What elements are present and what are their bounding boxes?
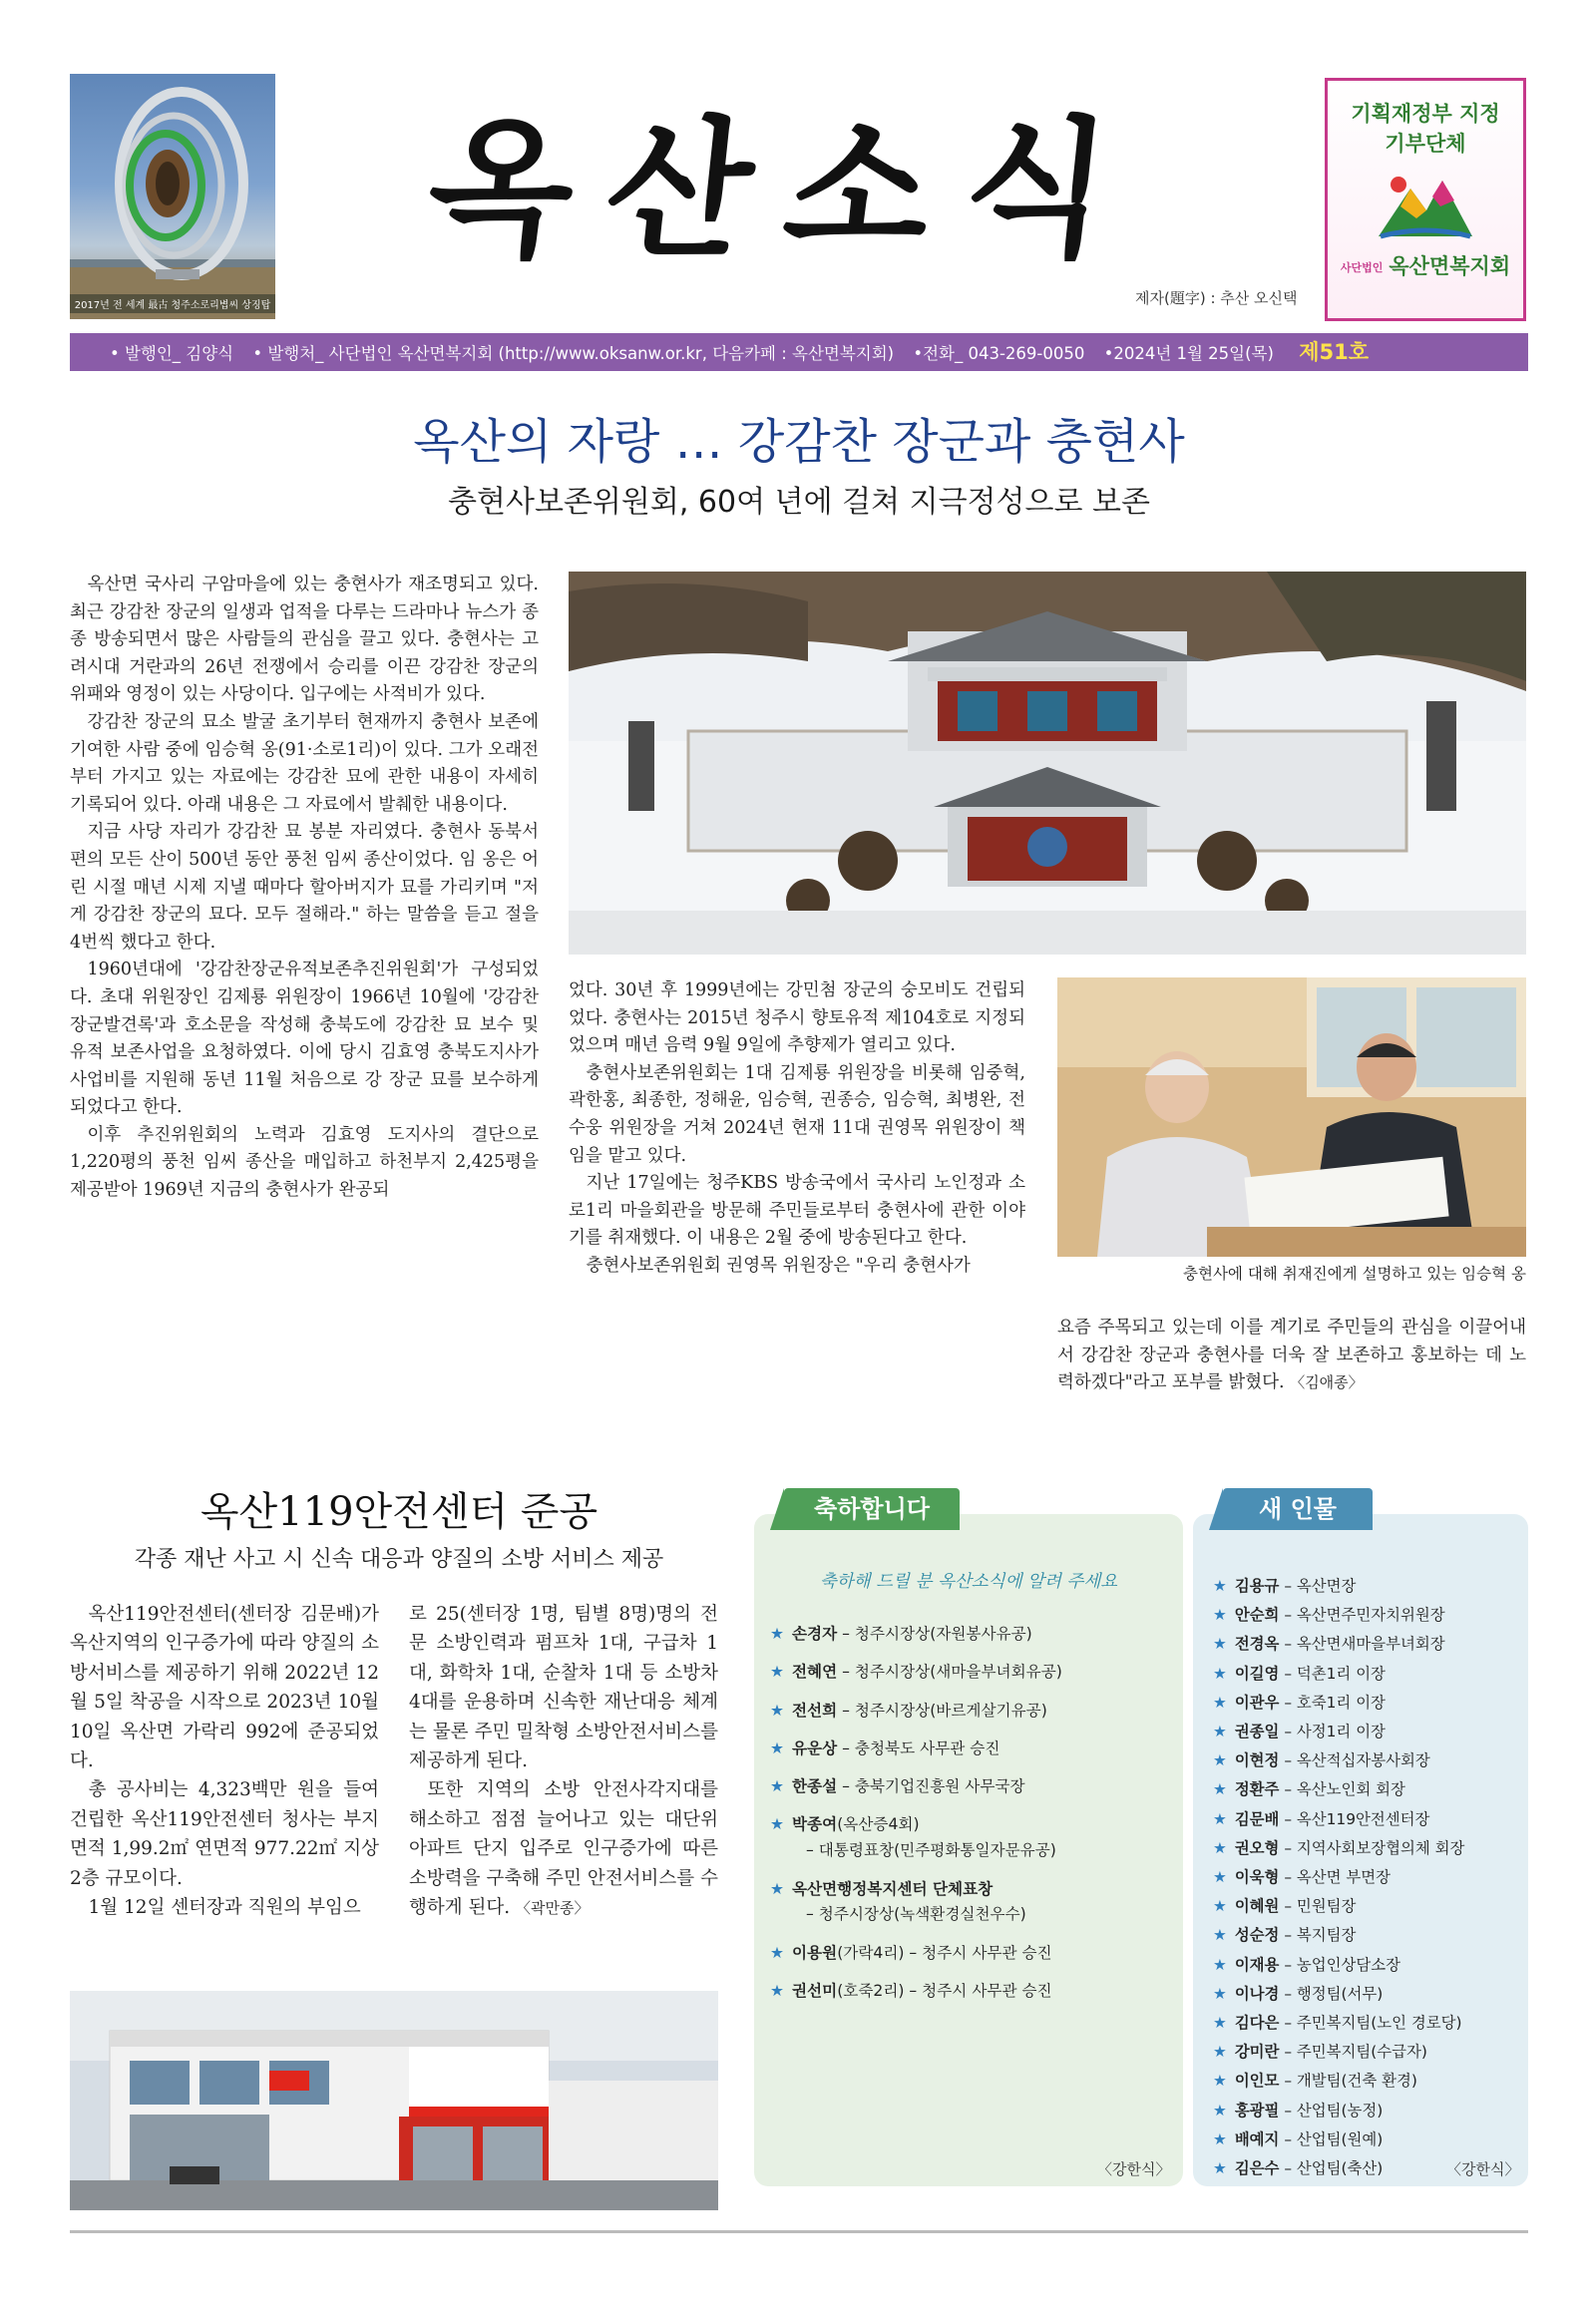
list-item: ★ 김은수 – 산업팀(축산): [1213, 2159, 1384, 2178]
newspaper-title: 옥산소식: [419, 102, 1152, 277]
badge-line2: 기부단체: [1385, 132, 1466, 156]
list-subitem: – 대통령표창(민주평화통일자문유공): [806, 1841, 1056, 1860]
article1-paragraph: 강감찬 장군의 묘소 발굴 초기부터 현재까지 충현사 보존에 기여한 사람 중에 임승혁 옹(91·소로1리)이 있다. 그가 오래전부터 가지고 있는 자료에는 강감찬 묘에 관한 내용이 자세히 기록되어 있다. 아래 내용은 그 자료에서 발췌한 내용이다.: [70, 711, 539, 815]
list-item: ★ 이관우 – 호죽1리 이장: [1213, 1693, 1386, 1712]
star-icon: ★: [1213, 1693, 1227, 1712]
monument-photo: [70, 74, 275, 319]
list-subitem: – 청주시장상(녹색환경실천우수): [806, 1905, 1026, 1924]
list-item: ★ 옥산면행정복지센터 단체표창: [770, 1879, 994, 1898]
article2-paragraph: 총 공사비는 4,323백만 원을 들여 건립한 옥산119안전센터 청사는 부지면적 1,99.2㎡ 연면적 977.22㎡ 지상2층 규모이다.: [70, 1779, 379, 1889]
star-icon: ★: [770, 1663, 784, 1682]
publish-date: •2024년 1월 25일(목): [1103, 344, 1274, 363]
article1-column1: [70, 572, 539, 1205]
publisher: • 발행인_ 김양식: [110, 344, 234, 363]
star-icon: ★: [770, 1879, 784, 1898]
star-icon: ★: [770, 1701, 784, 1720]
article2-byline: 〈곽만종〉: [516, 1899, 590, 1918]
article1-paragraph: 지난 17일에는 청주KBS 방송국에서 국사리 노인정과 소로1리 마을회관을 방문해 주민들로부터 충현사에 관한 이야기를 취재했다. 이 내용은 2월 중에 방송된다고 한다.: [569, 1173, 1025, 1249]
star-icon: ★: [770, 1738, 784, 1757]
interview-photo: [1057, 977, 1526, 1257]
new-people-byline: 〈강한식〉: [1446, 2160, 1520, 2178]
star-icon: ★: [1213, 1577, 1227, 1595]
star-icon: ★: [1213, 1984, 1227, 2003]
monument-photo-caption: 2017년 전 세계 最古 청주소로리볍씨 상징탑: [70, 294, 275, 313]
list-item: ★ 이나경 – 행정팀(서무): [1213, 1984, 1384, 2003]
star-icon: ★: [1213, 1780, 1227, 1799]
star-icon: ★: [1213, 2014, 1227, 2033]
article1-column2: [569, 977, 1025, 1281]
list-item: ★ 홍광필 – 산업팀(농정): [1213, 2101, 1384, 2120]
article2-headline: 옥산119안전센터 준공: [200, 1489, 598, 1535]
new-people-tab: 새 인물: [1223, 1488, 1373, 1530]
title-calligraphy-credit: 제자(題字) : 추산 오신택: [1135, 289, 1298, 307]
list-item: ★ 김다은 – 주민복지팀(노인 경로당): [1213, 2014, 1462, 2033]
list-item: ★ 정환주 – 옥산노인회 회장: [1213, 1780, 1405, 1799]
masthead: [70, 74, 1528, 321]
star-icon: ★: [1213, 1751, 1227, 1770]
list-item: ★ 이길영 – 덕촌1리 이장: [1213, 1664, 1386, 1683]
list-item: ★ 이인모 – 개발팀(건축 환경): [1213, 2072, 1417, 2091]
star-icon: ★: [1213, 1838, 1227, 1857]
article1-column3: [1057, 1315, 1526, 1397]
congrats-note: 축하해 드릴 분 옥산소식에 알려 주세요: [819, 1572, 1118, 1592]
star-icon: ★: [770, 1777, 784, 1796]
list-item: ★ 전선희 – 청주시장상(바르게살기유공): [770, 1701, 1047, 1720]
article1-paragraph: 지금 사당 자리가 강감찬 묘 봉분 자리였다. 충현사 동북서편의 모든 산이 500년 동안 풍천 임씨 종산이었다. 임 옹은 어린 시절 매년 시제 지낼 때마다 할아버지가 묘를 가리키며 "저게 강감찬 장군의 묘다. 모두 절해라." 하는 말씀을 듣고 절을 4번씩 했다고 한다.: [70, 822, 539, 953]
list-item: ★ 유운상 – 충청북도 사무관 승진: [770, 1738, 1000, 1757]
star-icon: ★: [1213, 1897, 1227, 1916]
list-item: ★ 이현정 – 옥산적십자봉사회장: [1213, 1751, 1430, 1770]
list-item: ★ 강미란 – 주민복지팀(수급자): [1213, 2043, 1427, 2062]
publishing-office: • 발행처_ 사단법인 옥산면복지회 (http://www.oksanw.or.kr, 다음카페 : 옥산면복지회): [252, 344, 895, 363]
star-icon: ★: [770, 1815, 784, 1834]
star-icon: ★: [1213, 1635, 1227, 1654]
badge-line1: 기획재정부 지정: [1351, 102, 1500, 126]
star-icon: ★: [1213, 2129, 1227, 2148]
article1-paragraph: 1960년대에 '강감찬장군유적보존추진위원회'가 구성되었다. 초대 위원장인 김제룡 위원장이 1966년 10월에 '강감찬장군발견록'과 호소문을 작성해 충북도에 강감찬 묘 보수 및 유적 보존사업을 요청하였다. 이에 당시 김효영 충북도지사가 사업비를 지원해 동년 11월 처음으로 강 장군 묘를 보수하게 되었다고 한다.: [70, 960, 539, 1118]
list-item: ★ 이재용 – 농업인상담소장: [1213, 1955, 1400, 1974]
article2-paragraph: 1월 12일 센터장과 직원의 부임으: [88, 1897, 361, 1919]
article2-paragraph: 로 25(센터장 1명, 팀별 8명)명의 전문 소방인력과 펌프차 1대, 구급차 1대, 화학차 1대, 순찰차 1대 등 소방차 4대를 운용하며 신속한 재난대응 체계는 물론 주민 밀착형 소방안전서비스를 제공하게 된다.: [409, 1604, 718, 1772]
list-item: ★ 안순희 – 옥산면주민자치위원장: [1213, 1606, 1445, 1625]
new-people-list: [1213, 1572, 1524, 2183]
article2-paragraph-text: 또한 지역의 소방 안전사각지대를 해소하고 점점 늘어나고 있는 대단위 아파트 단지 입주로 인구증가에 따른 소방력을 구축해 주민 안전서비스를 수행하게 된다.: [409, 1779, 718, 1919]
mountain-logo-icon: [1371, 167, 1480, 244]
list-item: ★ 김용규 – 옥산면장: [1213, 1577, 1357, 1595]
chunghyeonsa-shrine-photo: [569, 572, 1526, 955]
fire-station-photo: [70, 1991, 718, 2210]
article1-paragraph: 었다. 30년 후 1999년에는 강민첨 장군의 숭모비도 건립되었다. 충현사는 2015년 청주시 향토유적 제104호로 지정되었으며 매년 음력 9월 9일에 추향제가 열리고 있다.: [569, 980, 1025, 1056]
star-icon: ★: [1213, 2101, 1227, 2120]
congrats-list: [770, 1622, 1179, 2005]
article1-paragraph: 충현사보존위원회 권영목 위원장은 "우리 충현사가: [586, 1255, 971, 1276]
issue-number: 제51호: [1299, 340, 1369, 364]
article1-subhead: 충현사보존위원회, 60여 년에 걸쳐 지극정성으로 보존: [448, 485, 1150, 520]
article1-paragraph: 옥산면 국사리 구암마을에 있는 충현사가 재조명되고 있다. 최근 강감찬 장군의 일생과 업적을 다루는 드라마나 뉴스가 종종 방송되면서 많은 사람들의 관심을 끌고 있다. 충현사는 고려시대 거란과의 26년 전쟁에서 승리를 이끈 강감찬 장군의 위패와 영정이 있는 사당이다. 입구에는 사적비가 있다.: [70, 575, 539, 705]
article2-column2: [409, 1600, 718, 1923]
article1-paragraph: 요즘 주목되고 있는데 이를 계기로 주민들의 관심을 이끌어내서 강감찬 장군과 충현사를 더욱 잘 보존하고 홍보하는 데 노력하겠다"라고 포부를 밝혔다.: [1057, 1318, 1526, 1393]
list-item: ★ 이용원(가락4리) – 청주시 사무관 승진: [770, 1943, 1052, 1962]
star-icon: ★: [1213, 1809, 1227, 1828]
article1-paragraph: 충현사보존위원회는 1대 김제룡 위원장을 비롯해 임중혁, 곽한홍, 최종한, 정해윤, 임승혁, 권종승, 임승혁, 최병완, 전수웅 위원장을 거쳐 2024년 현재 11대 권영목 위원장이 책임을 맡고 있다.: [569, 1062, 1025, 1166]
star-icon: ★: [1213, 1723, 1227, 1741]
publication-info-bar: [70, 333, 1528, 371]
list-item: ★ 권오형 – 지역사회보장협의체 회장: [1213, 1838, 1465, 1857]
list-item: ★ 김문배 – 옥산119안전센터장: [1213, 1809, 1430, 1828]
phone: •전화_ 043-269-0050: [913, 344, 1085, 363]
interview-photo-caption: 충현사에 대해 취재진에게 설명하고 있는 임승혁 옹: [1183, 1265, 1526, 1283]
star-icon: ★: [1213, 1926, 1227, 1945]
article2-subhead: 각종 재난 사고 시 신속 대응과 양질의 소방 서비스 제공: [134, 1547, 664, 1572]
star-icon: ★: [1213, 1955, 1227, 1974]
footer-rule: [70, 2230, 1528, 2233]
list-item: ★ 이혜원 – 민원팀장: [1213, 1897, 1357, 1916]
star-icon: ★: [1213, 2072, 1227, 2091]
list-item: ★ 배예지 – 산업팀(원예): [1213, 2129, 1384, 2148]
list-item: ★ 손경자 – 청주시장상(자원봉사유공): [770, 1625, 1032, 1643]
badge-org-label: 옥산면복지회: [1389, 254, 1511, 278]
list-item: ★ 박종여(옥산증4회): [770, 1815, 920, 1834]
article1-byline: 〈김애종〉: [1290, 1373, 1364, 1392]
star-icon: ★: [1213, 1868, 1227, 1887]
star-icon: ★: [770, 1981, 784, 2000]
congrats-byline: 〈강한식〉: [1097, 2160, 1171, 2178]
list-item: ★ 권종일 – 사정1리 이장: [1213, 1723, 1386, 1741]
article2-column1: [70, 1600, 379, 1922]
star-icon: ★: [770, 1625, 784, 1643]
list-item: ★ 권선미(호죽2리) – 청주시 사무관 승진: [770, 1981, 1052, 2000]
article2-paragraph: [409, 1775, 718, 1923]
list-item: ★ 한종설 – 충북기업진흥원 사무국장: [770, 1777, 1025, 1796]
badge-org-prefix: 사단법인: [1340, 261, 1384, 274]
article2-paragraph: 옥산119안전센터(센터장 김문배)가 옥산지역의 인구증가에 따라 양질의 소방서비스를 제공하기 위해 2022년 12월 5일 착공을 시작으로 2023년 10월 10일 옥산면 가락리 992에 준공되었다.: [70, 1604, 379, 1772]
congrats-tab: 축하합니다: [784, 1488, 960, 1530]
article1-headline: 옥산의 자랑 … 강감찬 장군과 충현사: [413, 414, 1185, 470]
star-icon: ★: [770, 1943, 784, 1962]
article1-paragraph: 이후 추진위원회의 노력과 김효영 도지사의 결단으로 1,220평의 풍천 임씨 종산을 매입하고 하천부지 2,425평을 제공받아 1969년 지금의 충현사가 완공되: [70, 1124, 539, 1201]
star-icon: ★: [1213, 1664, 1227, 1683]
star-icon: ★: [1213, 1606, 1227, 1625]
list-item: ★ 성순정 – 복지팀장: [1213, 1926, 1357, 1945]
list-item: ★ 전경옥 – 옥산면새마을부녀회장: [1213, 1635, 1445, 1654]
list-item: ★ 이욱형 – 옥산면 부면장: [1213, 1868, 1391, 1887]
list-item: ★ 전혜연 – 청주시장상(새마을부녀회유공): [770, 1663, 1062, 1682]
donation-org-badge: [1325, 78, 1526, 321]
star-icon: ★: [1213, 2159, 1227, 2178]
badge-org-name: [1328, 250, 1523, 280]
star-icon: ★: [1213, 2043, 1227, 2062]
